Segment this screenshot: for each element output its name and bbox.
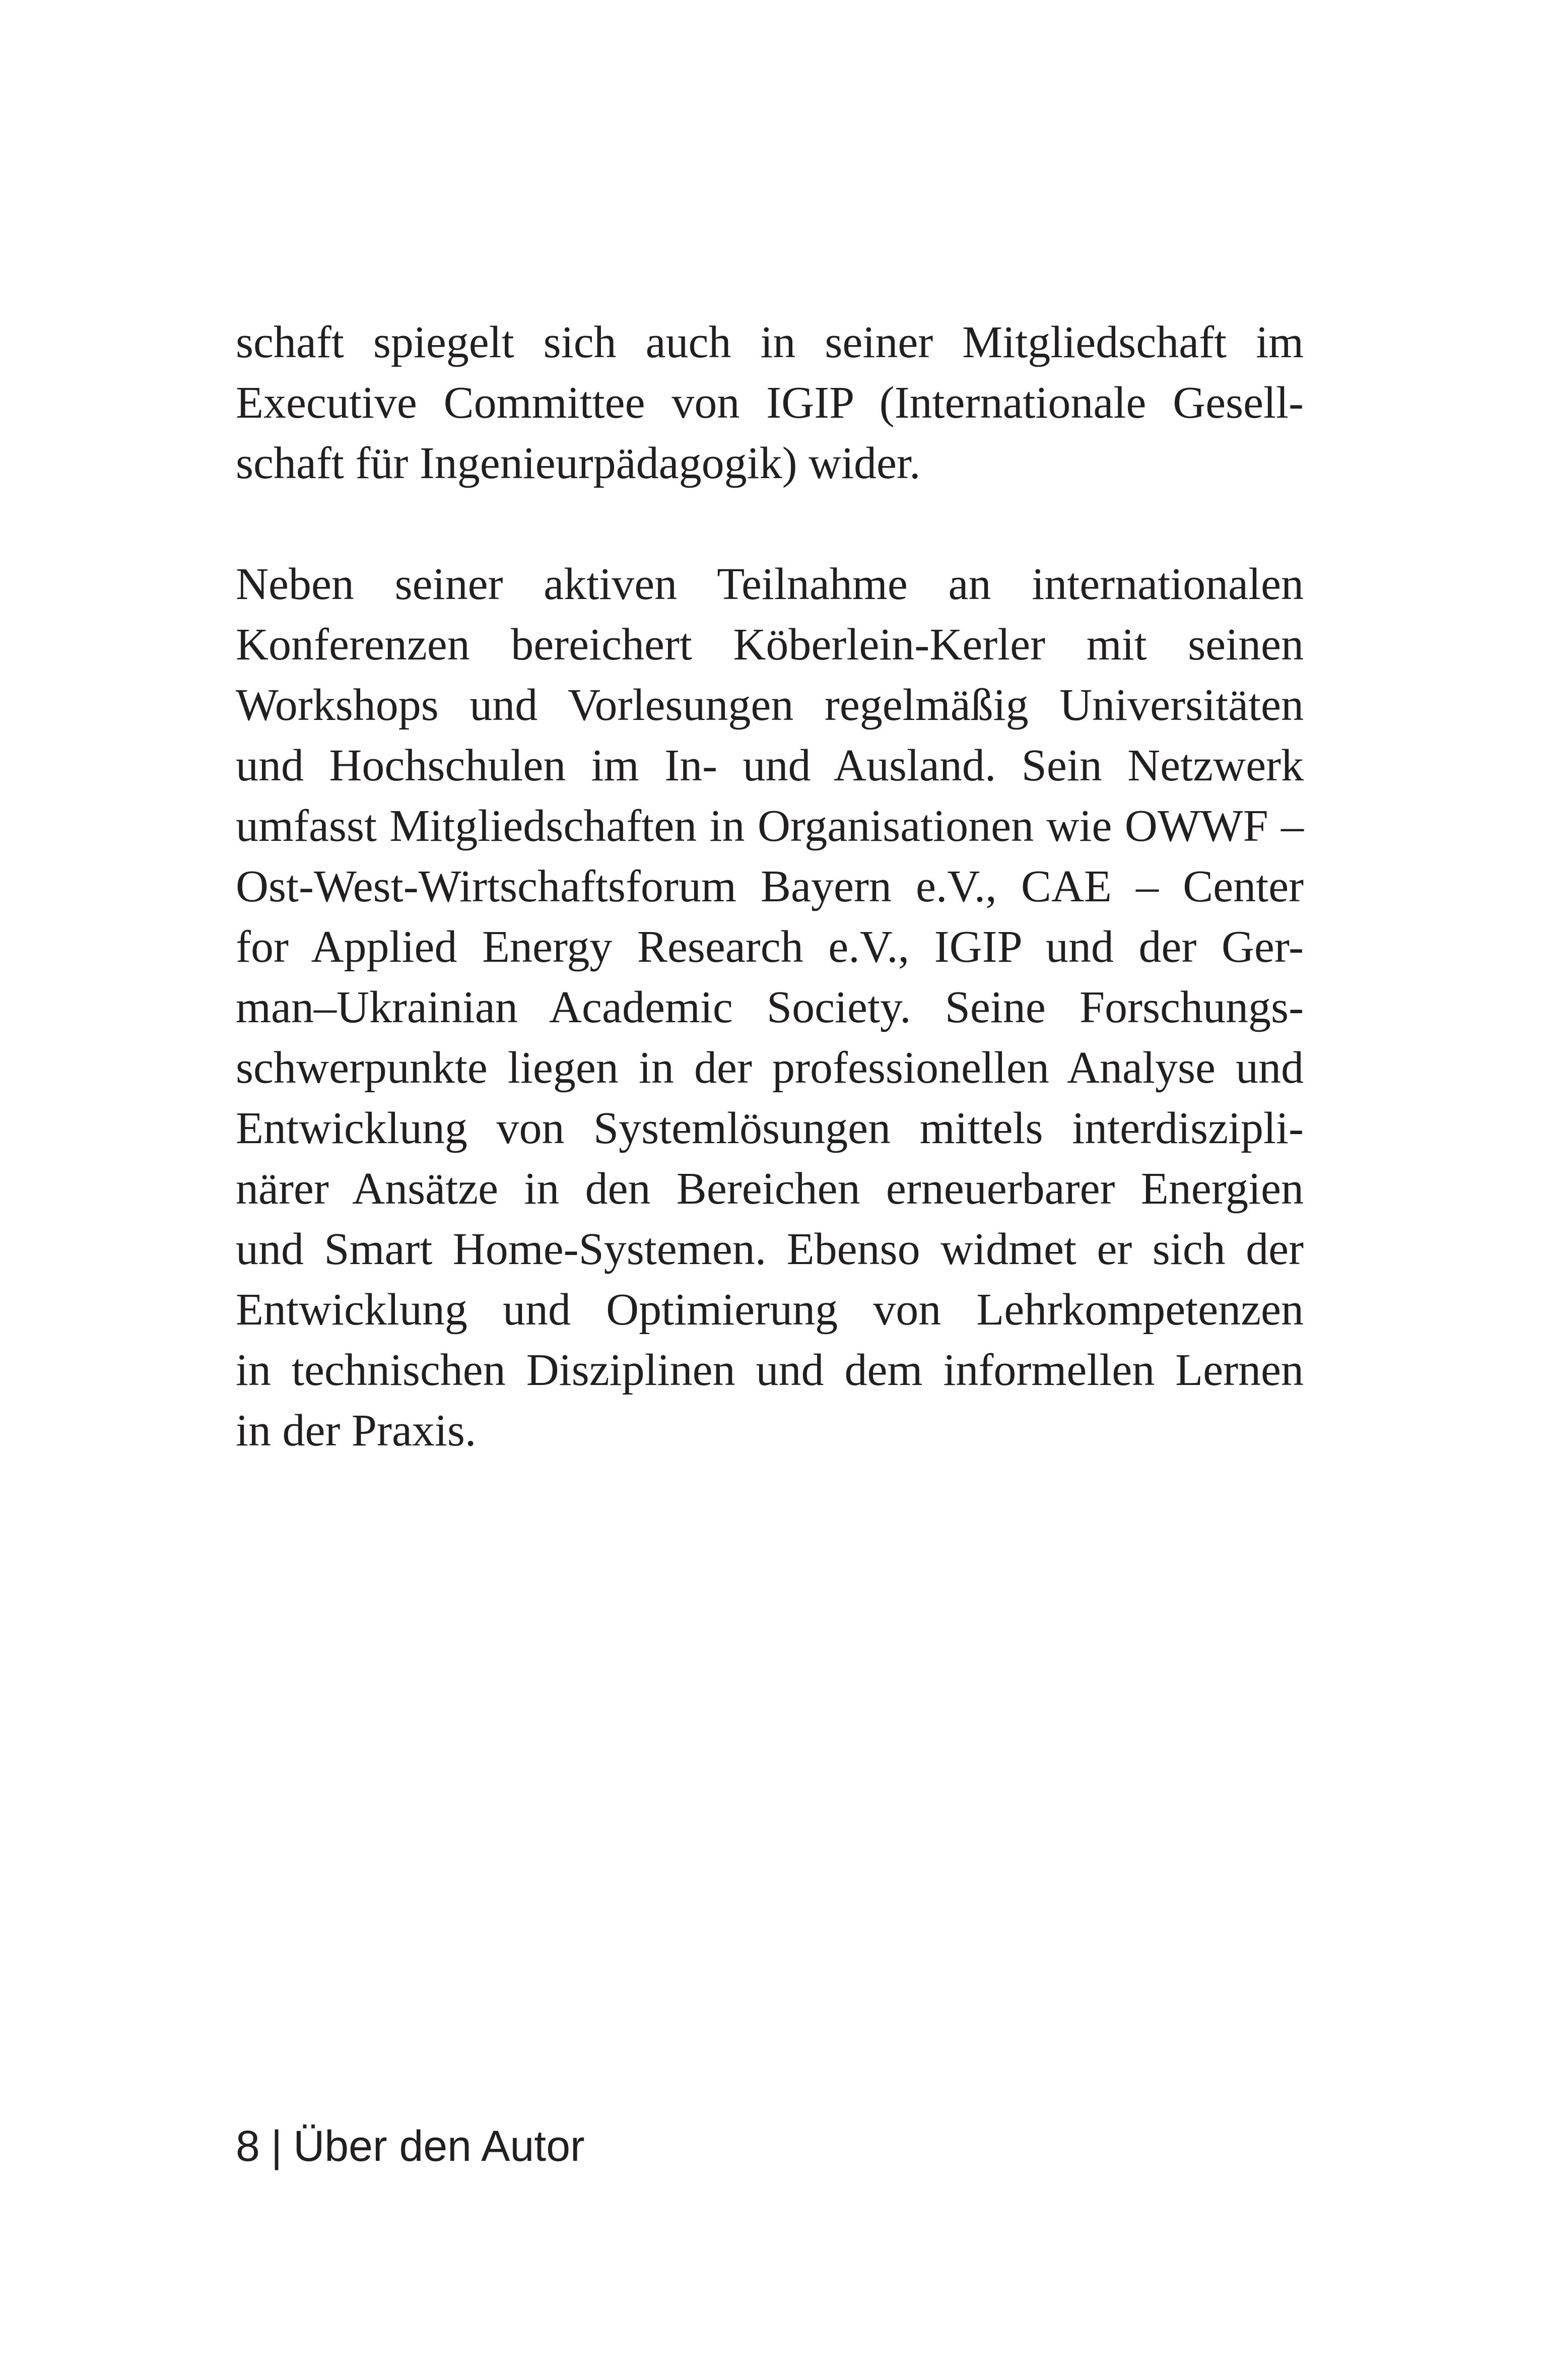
- text-line: schaft spiegelt sich auch in seiner Mitgliedschaft im: [236, 317, 1304, 367]
- text-line: in der Praxis.: [236, 1406, 477, 1456]
- text-line: und Hochschulen im In- und Ausland. Sein Netzwerk: [236, 741, 1304, 790]
- section-title: Über den Autor: [293, 2122, 585, 2170]
- body-text: [236, 312, 1304, 1461]
- text-line: Workshops und Vorlesungen regelmäßig Universitäten: [236, 680, 1304, 730]
- page-number: 8: [236, 2122, 260, 2170]
- text-line: Entwicklung und Optimierung von Lehrkompetenzen: [236, 1285, 1304, 1335]
- text-line: und Smart Home-Systemen. Ebenso widmet er sich der: [236, 1224, 1304, 1274]
- text-line: umfasst Mitgliedschaften in Organisationen wie OWWF –: [236, 801, 1304, 851]
- text-line: in technischen Disziplinen und dem informellen Lernen: [236, 1345, 1304, 1395]
- text-line: schaft für Ingenieurpädagogik) wider.: [236, 438, 921, 488]
- text-line: Neben seiner aktiven Teilnahme an internationalen: [236, 559, 1304, 609]
- text-line: for Applied Energy Research e.V., IGIP und der Ger-: [236, 922, 1304, 972]
- footer-separator: |: [271, 2122, 283, 2170]
- paragraph-1: [236, 312, 1304, 494]
- text-line: man–Ukrainian Academic Society. Seine Forschungs-: [236, 982, 1304, 1032]
- text-line: Entwicklung von Systemlösungen mittels interdiszipli-: [236, 1103, 1304, 1153]
- text-line: Executive Committee von IGIP (Internationale Gesell-: [236, 378, 1304, 428]
- paragraph-2: [236, 554, 1304, 1461]
- page-footer: [236, 2119, 585, 2174]
- text-line: schwerpunkte liegen in der professionellen Analyse und: [236, 1043, 1304, 1093]
- text-line: Ost-West-Wirtschaftsforum Bayern e.V., CAE – Center: [236, 862, 1304, 911]
- paragraph-spacer: [236, 494, 1304, 554]
- text-line: Konferenzen bereichert Köberlein-Kerler mit seinen: [236, 620, 1304, 670]
- text-line: närer Ansätze in den Bereichen erneuerbarer Energien: [236, 1164, 1304, 1214]
